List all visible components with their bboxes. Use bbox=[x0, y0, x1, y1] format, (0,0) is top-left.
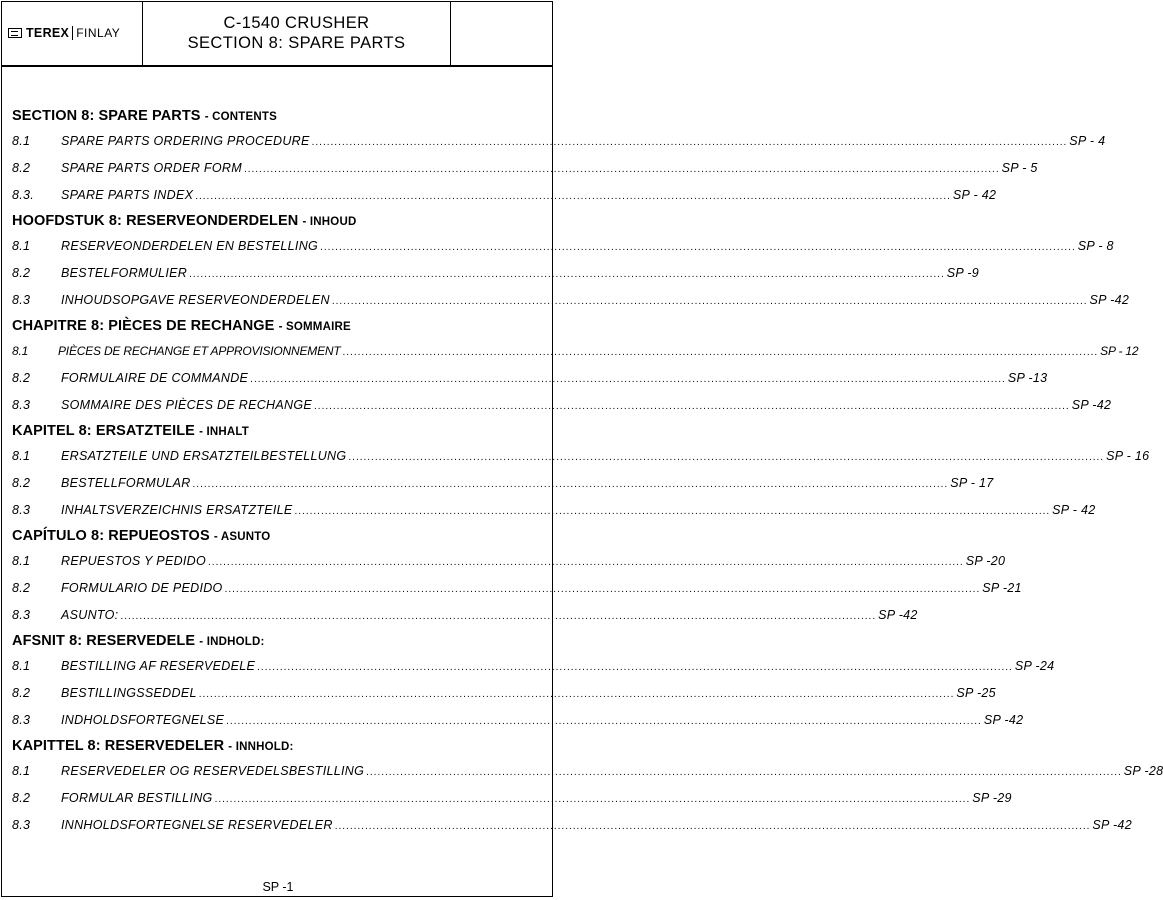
title-line-2: SECTION 8: SPARE PARTS bbox=[187, 34, 406, 52]
toc-entry bbox=[12, 443, 1150, 470]
title-line-1: C-1540 CRUSHER bbox=[223, 14, 370, 32]
entry-page: SP -21 bbox=[982, 581, 1022, 595]
page-header bbox=[1, 1, 553, 67]
toc-entry bbox=[12, 680, 996, 707]
entry-label: BESTELFORMULIER bbox=[61, 266, 188, 280]
dot-leader: ........................................................................................................................................................................................................ bbox=[257, 662, 1013, 673]
dot-leader: ........................................................................................................................................................................................................ bbox=[314, 401, 1070, 412]
entry-number: 8.1 bbox=[12, 239, 31, 253]
entry-label: ASUNTO: bbox=[61, 608, 119, 622]
entry-page: SP -42 bbox=[983, 713, 1024, 727]
entry-page: SP - 12 bbox=[1100, 344, 1139, 358]
terex-logo-icon bbox=[8, 28, 22, 38]
entry-number: 8.3 bbox=[12, 608, 31, 622]
entry-label: SPARE PARTS INDEX bbox=[61, 188, 194, 202]
dot-leader: ........................................................................................................................................................................................................ bbox=[320, 242, 1076, 253]
entry-label: INHOUDSOPGAVE RESERVEONDERDELEN bbox=[61, 293, 330, 307]
entry-label: PIÈCES DE RECHANGE ET APPROVISIONNEMENT bbox=[58, 344, 341, 358]
entry-number: 8.2 bbox=[12, 371, 31, 385]
toc-entry bbox=[12, 575, 1022, 602]
dot-leader: ........................................................................................................................................................................................................ bbox=[214, 794, 971, 805]
entry-page: SP -29 bbox=[972, 791, 1012, 805]
dot-leader: ........................................................................................................................................................................................................ bbox=[224, 584, 981, 595]
section-subtitle: - INDHOLD: bbox=[199, 636, 265, 648]
toc-entry bbox=[12, 392, 1112, 419]
toc-entry bbox=[12, 233, 1114, 260]
entry-page: SP - 8 bbox=[1077, 239, 1114, 253]
section-heading bbox=[12, 314, 531, 338]
entry-label: FORMULAR BESTILLING bbox=[61, 791, 213, 805]
section-subtitle: - ASUNTO bbox=[213, 531, 271, 543]
brand-logo bbox=[1, 1, 143, 65]
page-number: SP -1 bbox=[262, 880, 294, 894]
entry-number: 8.2 bbox=[12, 581, 31, 595]
section-title: AFSNIT 8: RESERVEDELE bbox=[12, 633, 196, 649]
toc-entry bbox=[12, 287, 1130, 314]
entry-label: SPARE PARTS ORDERING PROCEDURE bbox=[61, 134, 310, 148]
section-subtitle: - INHALT bbox=[199, 426, 250, 438]
section-subtitle: - INHOUD bbox=[302, 216, 357, 228]
section-subtitle: - INNHOLD: bbox=[228, 741, 294, 753]
entry-label: BESTILLINGSSEDDEL bbox=[61, 686, 197, 700]
entry-label: REPUESTOS Y PEDIDO bbox=[61, 554, 207, 568]
toc-entry bbox=[12, 260, 980, 287]
entry-page: SP -24 bbox=[1014, 659, 1055, 673]
header-blank-cell bbox=[451, 1, 553, 65]
entry-number: 8.2 bbox=[12, 476, 31, 490]
entry-page: SP -25 bbox=[956, 686, 996, 700]
section-heading bbox=[12, 629, 531, 653]
entry-label: SOMMAIRE DES PIÈCES DE RECHANGE bbox=[61, 398, 313, 412]
entry-page: SP -20 bbox=[965, 554, 1006, 568]
section-subtitle: - SOMMAIRE bbox=[278, 321, 351, 333]
entry-page: SP -13 bbox=[1007, 371, 1048, 385]
entry-page: SP -9 bbox=[946, 266, 980, 280]
toc-entry bbox=[12, 470, 994, 497]
entry-label: BESTELLFORMULAR bbox=[61, 476, 191, 490]
section-heading bbox=[12, 734, 531, 758]
dot-leader: ........................................................................................................................................................................................................ bbox=[348, 452, 1105, 463]
entry-page: SP - 5 bbox=[1001, 161, 1038, 175]
entry-page: SP - 42 bbox=[952, 188, 997, 202]
entry-number: 8.1 bbox=[12, 764, 31, 778]
toc-entry bbox=[12, 128, 1106, 155]
entry-number: 8.1 bbox=[12, 659, 31, 673]
toc-entry bbox=[12, 758, 1163, 785]
dot-leader: ........................................................................................................................................................................................................ bbox=[243, 164, 1000, 175]
entry-number: 8.3 bbox=[12, 713, 31, 727]
entry-number: 8.2 bbox=[12, 161, 31, 175]
entry-number: 8.3. bbox=[12, 188, 35, 202]
entry-number: 8.3 bbox=[12, 398, 31, 412]
entry-label: BESTILLING AF RESERVEDELE bbox=[61, 659, 256, 673]
entry-number: 8.1 bbox=[12, 449, 31, 463]
entry-label: INHALTSVERZEICHNIS ERSATZTEILE bbox=[61, 503, 293, 517]
document-title bbox=[143, 1, 451, 65]
section-heading bbox=[12, 419, 531, 443]
entry-label: ERSATZTEILE UND ERSATZTEILBESTELLUNG bbox=[61, 449, 347, 463]
entry-number: 8.3 bbox=[12, 818, 31, 832]
toc-entry bbox=[12, 707, 1024, 734]
toc-entry bbox=[12, 653, 1055, 680]
toc-entry bbox=[12, 812, 1132, 839]
toc-entry bbox=[12, 497, 1096, 524]
entry-number: 8.3 bbox=[12, 503, 31, 517]
entry-label: SPARE PARTS ORDER FORM bbox=[61, 161, 242, 175]
section-title: CAPÍTULO 8: REPUEOSTOS bbox=[12, 528, 210, 544]
toc-entry bbox=[12, 338, 1139, 365]
dot-leader: ........................................................................................................................................................................................................ bbox=[198, 689, 955, 700]
entry-label: INDHOLDSFORTEGNELSE bbox=[61, 713, 225, 727]
section-title: HOOFDSTUK 8: RESERVEONDERDELEN bbox=[12, 213, 299, 229]
entry-page: SP - 4 bbox=[1069, 134, 1106, 148]
entry-label: RESERVEONDERDELEN EN BESTELLING bbox=[61, 239, 319, 253]
entry-page: SP -42 bbox=[878, 608, 918, 622]
entry-label: FORMULARIO DE PEDIDO bbox=[61, 581, 223, 595]
entry-page: SP -42 bbox=[1092, 818, 1132, 832]
section-title: KAPITTEL 8: RESERVEDELER bbox=[12, 738, 225, 754]
toc-entry bbox=[12, 182, 997, 209]
dot-leader: ........................................................................................................................................................................................................ bbox=[250, 374, 1006, 385]
dot-leader: ........................................................................................................................................................................................................ bbox=[195, 191, 951, 202]
dot-leader: ........................................................................................................................................................................................................ bbox=[334, 821, 1091, 832]
entry-number: 8.1 bbox=[12, 344, 29, 358]
section-heading bbox=[12, 209, 531, 233]
dot-leader: ........................................................................................................................................................................................................ bbox=[294, 506, 1051, 517]
section-heading bbox=[12, 524, 531, 548]
section-subtitle: - CONTENTS bbox=[204, 111, 277, 123]
dot-leader: ........................................................................................................................................................................................................ bbox=[120, 611, 877, 622]
dot-leader: ........................................................................................................................................................................................................ bbox=[342, 347, 1099, 358]
entry-number: 8.1 bbox=[12, 134, 31, 148]
entry-number: 8.2 bbox=[12, 266, 31, 280]
entry-number: 8.2 bbox=[12, 791, 31, 805]
entry-label: FORMULAIRE DE COMMANDE bbox=[61, 371, 249, 385]
section-title: KAPITEL 8: ERSATZTEILE bbox=[12, 423, 195, 439]
entry-page: SP - 17 bbox=[950, 476, 994, 490]
toc-entry bbox=[12, 548, 1006, 575]
brand-subname: FINLAY bbox=[76, 26, 121, 40]
toc-entry bbox=[12, 785, 1012, 812]
toc-entry bbox=[12, 602, 918, 629]
entry-page: SP -28 bbox=[1123, 764, 1163, 778]
toc-entry bbox=[12, 155, 1038, 182]
toc-entry bbox=[12, 365, 1048, 392]
dot-leader: ........................................................................................................................................................................................................ bbox=[226, 716, 982, 727]
entry-page: SP - 42 bbox=[1052, 503, 1096, 517]
entry-label: RESERVEDELER OG RESERVEDELSBESTILLING bbox=[61, 764, 365, 778]
brand-divider bbox=[72, 26, 73, 40]
entry-page: SP - 16 bbox=[1106, 449, 1150, 463]
dot-leader: ........................................................................................................................................................................................................ bbox=[311, 137, 1068, 148]
brand-name: TEREX bbox=[26, 26, 70, 40]
section-heading bbox=[12, 104, 531, 128]
entry-number: 8.2 bbox=[12, 686, 31, 700]
section-title: SECTION 8: SPARE PARTS bbox=[12, 108, 201, 124]
table-of-contents bbox=[12, 104, 1163, 839]
entry-number: 8.1 bbox=[12, 554, 31, 568]
dot-leader: ........................................................................................................................................................................................................ bbox=[331, 296, 1088, 307]
dot-leader: ........................................................................................................................................................................................................ bbox=[192, 479, 949, 490]
dot-leader: ........................................................................................................................................................................................................ bbox=[366, 767, 1122, 778]
dot-leader: ........................................................................................................................................................................................................ bbox=[189, 269, 945, 280]
entry-page: SP -42 bbox=[1071, 398, 1112, 412]
entry-page: SP -42 bbox=[1089, 293, 1130, 307]
entry-number: 8.3 bbox=[12, 293, 31, 307]
section-title: CHAPITRE 8: PIÈCES DE RECHANGE bbox=[12, 318, 275, 334]
dot-leader: ........................................................................................................................................................................................................ bbox=[208, 557, 964, 568]
entry-label: INNHOLDSFORTEGNELSE RESERVEDELER bbox=[61, 818, 333, 832]
